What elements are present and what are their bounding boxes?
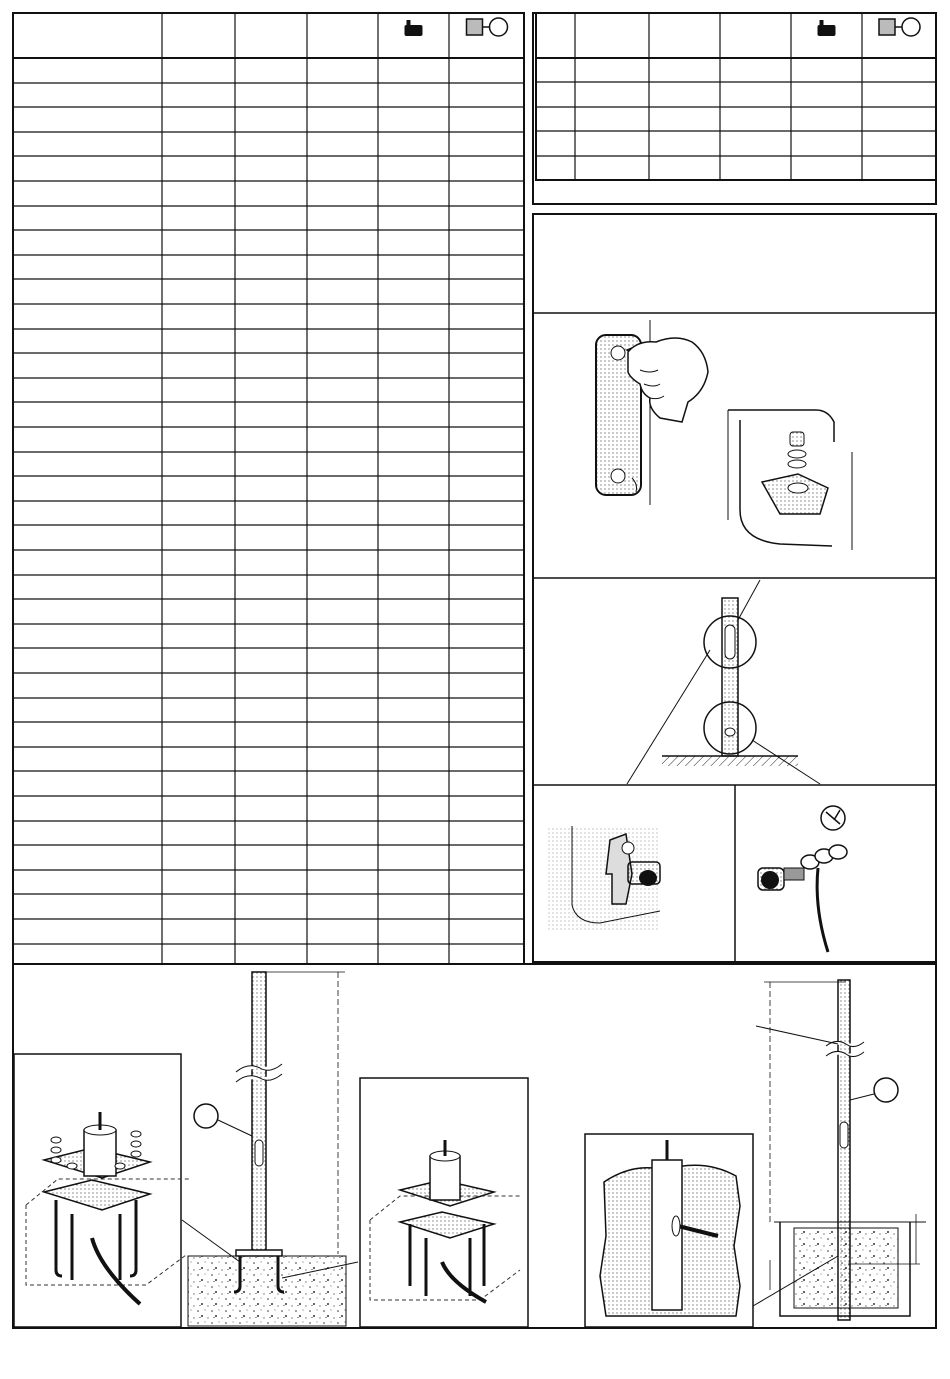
table-row — [13, 132, 524, 156]
table-row — [13, 156, 524, 181]
table-row — [13, 796, 524, 821]
table-row — [13, 181, 524, 206]
table-row — [13, 525, 524, 550]
foundation-flange-illustration — [14, 1054, 190, 1327]
earth-connection-illustration — [758, 806, 847, 952]
table-row — [13, 304, 524, 329]
table-row — [13, 673, 524, 698]
part-number-icon — [467, 18, 508, 36]
table-row — [13, 452, 524, 476]
screw-icon — [788, 432, 806, 468]
table-row — [13, 476, 524, 501]
part-number-icon — [879, 18, 920, 36]
table-row — [536, 107, 936, 131]
callout-circle — [874, 1078, 898, 1102]
table-row — [13, 648, 524, 673]
table-row — [13, 501, 524, 525]
table-row — [13, 870, 524, 894]
table-row — [13, 944, 524, 964]
table-row — [13, 698, 524, 722]
table-row — [13, 821, 524, 845]
table-row — [13, 722, 524, 747]
table-row — [13, 747, 524, 771]
info-box — [534, 215, 935, 312]
table-row — [13, 575, 524, 599]
hinge-detail-illustration — [728, 410, 852, 550]
table-row — [13, 206, 524, 230]
hinge-icon — [762, 474, 828, 514]
table-row — [13, 599, 524, 624]
table-row — [536, 156, 936, 180]
table-row — [13, 107, 524, 132]
table-row — [13, 402, 524, 427]
weight-icon — [818, 20, 836, 36]
pole-buried-illustration — [753, 980, 926, 1320]
table-row — [536, 131, 936, 156]
callout-circle — [194, 1104, 218, 1128]
weight-icon — [405, 20, 423, 36]
pole-on-flange-illustration — [182, 972, 358, 1326]
table-row — [13, 83, 524, 107]
right-parts-table — [533, 13, 936, 204]
table-row — [13, 550, 524, 575]
door-panel-illustration — [596, 320, 708, 505]
pole-detail-illustration — [627, 580, 820, 784]
table-row — [13, 230, 524, 255]
left-parts-table — [13, 13, 524, 964]
table-row — [536, 58, 936, 82]
buried-pole-detail-illustration — [585, 1134, 753, 1327]
table-row — [13, 255, 524, 279]
table-row — [13, 845, 524, 870]
screwdriver-icon — [622, 842, 634, 854]
table-row — [13, 771, 524, 796]
table-row — [13, 279, 524, 304]
table-row — [13, 329, 524, 353]
earth-lug-illustration — [548, 826, 660, 930]
foundation-flange-detail-illustration — [360, 1078, 528, 1327]
table-row — [13, 427, 524, 452]
table-row — [13, 894, 524, 919]
table-row — [13, 378, 524, 402]
table-row — [13, 353, 524, 378]
table-row — [13, 624, 524, 648]
table-row — [13, 58, 524, 83]
table-row — [536, 82, 936, 107]
table-row — [13, 919, 524, 944]
